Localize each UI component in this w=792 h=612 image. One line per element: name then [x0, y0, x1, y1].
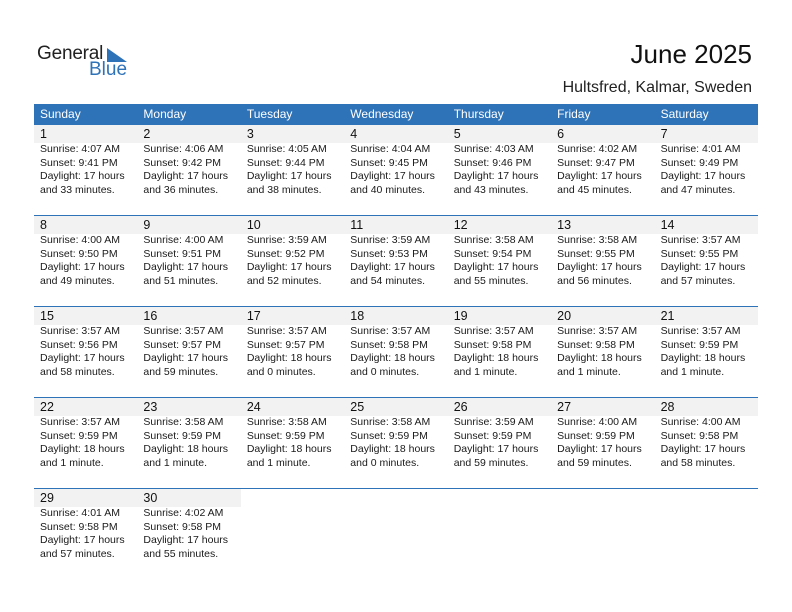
daylight-minutes: and 58 minutes.: [660, 456, 736, 469]
empty-day-bar: [344, 489, 447, 507]
sunset-time: Sunset: 9:59 PM: [143, 429, 222, 442]
daylight-minutes: and 1 minute.: [246, 456, 311, 469]
day-number: 26: [448, 398, 551, 416]
day-number: 13: [551, 216, 654, 234]
daylight-hours: Daylight: 17 hours: [40, 534, 125, 546]
daylight-minutes: and 57 minutes.: [660, 274, 736, 287]
sunrise-time: Sunrise: 3:57 AM: [246, 325, 327, 337]
day-number: 29: [34, 489, 137, 507]
day-cell: [551, 125, 654, 215]
weekday-wednesday: Wednesday: [350, 107, 414, 121]
daylight-minutes: and 54 minutes.: [350, 274, 425, 287]
daylight-minutes: and 59 minutes.: [557, 456, 632, 469]
brand-logo: [37, 44, 137, 80]
day-number: 20: [551, 307, 654, 325]
daylight-minutes: and 1 minute.: [143, 456, 208, 469]
day-number: 17: [241, 307, 344, 325]
location-label: Hultsfred, Kalmar, Sweden: [562, 79, 752, 96]
daylight-minutes: and 58 minutes.: [40, 365, 115, 378]
daylight-minutes: and 33 minutes.: [40, 183, 115, 196]
empty-day-bar: [551, 489, 654, 507]
daylight-hours: Daylight: 17 hours: [40, 261, 125, 273]
sunset-time: Sunset: 9:51 PM: [143, 247, 222, 260]
day-cell: [137, 489, 240, 579]
sunset-time: Sunset: 9:44 PM: [246, 156, 325, 169]
sunrise-time: Sunrise: 4:06 AM: [143, 143, 224, 155]
daylight-minutes: and 45 minutes.: [557, 183, 632, 196]
sunset-time: Sunset: 9:53 PM: [350, 247, 428, 260]
sunset-time: Sunset: 9:56 PM: [40, 338, 118, 351]
sunset-time: Sunset: 9:57 PM: [246, 338, 325, 351]
calendar-week: [34, 215, 758, 306]
day-cell: [241, 125, 344, 215]
day-number: 9: [137, 216, 240, 234]
day-cell: [551, 307, 654, 397]
sunrise-time: Sunrise: 4:00 AM: [143, 234, 224, 246]
daylight-hours: Daylight: 17 hours: [557, 170, 642, 182]
sunrise-time: Sunrise: 3:57 AM: [40, 416, 120, 428]
daylight-hours: Daylight: 17 hours: [143, 261, 229, 273]
daylight-hours: Daylight: 18 hours: [660, 352, 746, 364]
sunrise-time: Sunrise: 3:58 AM: [557, 234, 638, 246]
empty-day-cell: [551, 489, 654, 579]
daylight-hours: Daylight: 17 hours: [660, 261, 746, 273]
day-number: 18: [344, 307, 447, 325]
day-cell: [241, 216, 344, 306]
sunset-time: Sunset: 9:45 PM: [350, 156, 428, 169]
daylight-hours: Daylight: 18 hours: [453, 352, 539, 364]
sunset-time: Sunset: 9:52 PM: [246, 247, 325, 260]
sunrise-time: Sunrise: 3:57 AM: [453, 325, 534, 337]
day-cell: [137, 398, 240, 488]
empty-day-bar: [241, 489, 344, 507]
sunset-time: Sunset: 9:55 PM: [557, 247, 635, 260]
day-cell: [655, 398, 758, 488]
day-number: 22: [34, 398, 137, 416]
weekday-saturday: Saturday: [660, 107, 709, 121]
sunrise-time: Sunrise: 3:57 AM: [40, 325, 120, 337]
sunrise-time: Sunrise: 4:05 AM: [246, 143, 327, 155]
daylight-hours: Daylight: 17 hours: [246, 170, 332, 182]
day-cell: [34, 216, 137, 306]
sunrise-time: Sunrise: 3:58 AM: [246, 416, 327, 428]
day-number: 5: [448, 125, 551, 143]
day-number: 1: [34, 125, 137, 143]
daylight-hours: Daylight: 18 hours: [350, 352, 435, 364]
logo-text-general: General: [37, 43, 104, 64]
day-cell: [344, 216, 447, 306]
daylight-hours: Daylight: 17 hours: [350, 261, 435, 273]
sunset-time: Sunset: 9:58 PM: [350, 338, 428, 351]
daylight-hours: Daylight: 17 hours: [350, 170, 435, 182]
daylight-hours: Daylight: 17 hours: [660, 443, 746, 455]
daylight-hours: Daylight: 17 hours: [453, 261, 539, 273]
daylight-minutes: and 55 minutes.: [143, 547, 219, 560]
daylight-hours: Daylight: 17 hours: [660, 170, 746, 182]
daylight-minutes: and 38 minutes.: [246, 183, 322, 196]
day-number: 6: [551, 125, 654, 143]
empty-day-cell: [241, 489, 344, 579]
day-cell: [34, 125, 137, 215]
day-cell: [34, 489, 137, 579]
calendar-week: [34, 125, 758, 215]
day-cell: [448, 398, 551, 488]
sunset-time: Sunset: 9:59 PM: [453, 429, 532, 442]
daylight-minutes: and 1 minute.: [40, 456, 104, 469]
sunrise-time: Sunrise: 4:07 AM: [40, 143, 120, 155]
sunset-time: Sunset: 9:46 PM: [453, 156, 532, 169]
sunset-time: Sunset: 9:59 PM: [40, 429, 118, 442]
sunset-time: Sunset: 9:59 PM: [557, 429, 635, 442]
daylight-hours: Daylight: 17 hours: [246, 261, 332, 273]
daylight-hours: Daylight: 17 hours: [453, 170, 539, 182]
daylight-hours: Daylight: 17 hours: [557, 443, 642, 455]
sunrise-time: Sunrise: 3:59 AM: [350, 234, 431, 246]
daylight-hours: Daylight: 17 hours: [557, 261, 642, 273]
page-title: June 2025: [630, 39, 752, 69]
calendar-grid: [34, 104, 758, 579]
day-number: 21: [655, 307, 758, 325]
day-number: 12: [448, 216, 551, 234]
daylight-minutes: and 1 minute.: [557, 365, 621, 378]
daylight-hours: Daylight: 18 hours: [350, 443, 435, 455]
daylight-minutes: and 1 minute.: [660, 365, 725, 378]
day-cell: [448, 216, 551, 306]
sunset-time: Sunset: 9:57 PM: [143, 338, 222, 351]
daylight-hours: Daylight: 17 hours: [40, 352, 125, 364]
daylight-minutes: and 40 minutes.: [350, 183, 425, 196]
day-cell: [344, 398, 447, 488]
weekday-tuesday: Tuesday: [246, 107, 293, 121]
sunrise-time: Sunrise: 4:02 AM: [143, 507, 224, 519]
daylight-minutes: and 36 minutes.: [143, 183, 219, 196]
day-number: 16: [137, 307, 240, 325]
daylight-hours: Daylight: 17 hours: [40, 170, 125, 182]
calendar-week: [34, 488, 758, 579]
calendar-weeks: [34, 125, 758, 579]
calendar-week: [34, 397, 758, 488]
day-number: 24: [241, 398, 344, 416]
daylight-minutes: and 55 minutes.: [453, 274, 529, 287]
weekday-friday: Friday: [557, 107, 591, 121]
day-number: 7: [655, 125, 758, 143]
day-cell: [241, 398, 344, 488]
daylight-minutes: and 59 minutes.: [143, 365, 219, 378]
sunrise-time: Sunrise: 4:04 AM: [350, 143, 431, 155]
day-cell: [344, 307, 447, 397]
daylight-hours: Daylight: 18 hours: [246, 352, 332, 364]
day-number: 27: [551, 398, 654, 416]
day-number: 10: [241, 216, 344, 234]
day-number: 15: [34, 307, 137, 325]
day-cell: [137, 125, 240, 215]
calendar-week: [34, 306, 758, 397]
day-cell: [655, 307, 758, 397]
daylight-minutes: and 0 minutes.: [350, 365, 420, 378]
day-number: 25: [344, 398, 447, 416]
day-cell: [448, 125, 551, 215]
logo-text-blue: Blue: [89, 59, 128, 80]
weekday-monday: Monday: [143, 107, 187, 121]
day-cell: [34, 398, 137, 488]
sunrise-time: Sunrise: 3:59 AM: [246, 234, 327, 246]
sunrise-time: Sunrise: 3:59 AM: [453, 416, 534, 428]
sunrise-time: Sunrise: 3:57 AM: [143, 325, 224, 337]
sunrise-time: Sunrise: 4:00 AM: [660, 416, 741, 428]
sunrise-time: Sunrise: 3:57 AM: [660, 325, 741, 337]
sunset-time: Sunset: 9:47 PM: [557, 156, 635, 169]
daylight-hours: Daylight: 18 hours: [143, 443, 229, 455]
daylight-minutes: and 47 minutes.: [660, 183, 736, 196]
sunrise-time: Sunrise: 3:57 AM: [350, 325, 431, 337]
sunset-time: Sunset: 9:42 PM: [143, 156, 222, 169]
daylight-minutes: and 0 minutes.: [350, 456, 420, 469]
weekday-thursday: Thursday: [453, 107, 504, 121]
day-number: 11: [344, 216, 447, 234]
day-cell: [655, 125, 758, 215]
day-number: 4: [344, 125, 447, 143]
day-number: 2: [137, 125, 240, 143]
sunrise-time: Sunrise: 4:02 AM: [557, 143, 638, 155]
daylight-hours: Daylight: 18 hours: [40, 443, 125, 455]
day-number: 3: [241, 125, 344, 143]
daylight-minutes: and 1 minute.: [453, 365, 518, 378]
empty-day-cell: [448, 489, 551, 579]
day-cell: [137, 307, 240, 397]
daylight-hours: Daylight: 17 hours: [453, 443, 539, 455]
daylight-hours: Daylight: 17 hours: [143, 170, 229, 182]
daylight-hours: Daylight: 17 hours: [143, 352, 229, 364]
daylight-minutes: and 57 minutes.: [40, 547, 115, 560]
sunset-time: Sunset: 9:58 PM: [453, 338, 532, 351]
daylight-minutes: and 52 minutes.: [246, 274, 322, 287]
sunset-time: Sunset: 9:58 PM: [660, 429, 739, 442]
sunset-time: Sunset: 9:50 PM: [40, 247, 118, 260]
sunset-time: Sunset: 9:59 PM: [350, 429, 428, 442]
weekday-sunday: Sunday: [40, 107, 81, 121]
sunrise-time: Sunrise: 3:57 AM: [557, 325, 638, 337]
day-cell: [34, 307, 137, 397]
sunrise-time: Sunrise: 4:03 AM: [453, 143, 534, 155]
daylight-minutes: and 0 minutes.: [246, 365, 316, 378]
sunset-time: Sunset: 9:58 PM: [557, 338, 635, 351]
empty-day-bar: [655, 489, 758, 507]
day-number: 19: [448, 307, 551, 325]
sunset-time: Sunset: 9:54 PM: [453, 247, 532, 260]
day-number: 14: [655, 216, 758, 234]
sunrise-time: Sunrise: 3:58 AM: [350, 416, 431, 428]
daylight-hours: Daylight: 17 hours: [143, 534, 229, 546]
weekday-header: [34, 104, 758, 125]
daylight-minutes: and 59 minutes.: [453, 456, 529, 469]
day-number: 30: [137, 489, 240, 507]
sunset-time: Sunset: 9:41 PM: [40, 156, 118, 169]
sunset-time: Sunset: 9:49 PM: [660, 156, 739, 169]
day-cell: [137, 216, 240, 306]
sunrise-time: Sunrise: 4:01 AM: [40, 507, 120, 519]
sunset-time: Sunset: 9:55 PM: [660, 247, 739, 260]
sunrise-time: Sunrise: 3:57 AM: [660, 234, 741, 246]
day-cell: [241, 307, 344, 397]
sunset-time: Sunset: 9:58 PM: [40, 520, 118, 533]
empty-day-bar: [448, 489, 551, 507]
day-cell: [551, 398, 654, 488]
day-cell: [551, 216, 654, 306]
daylight-hours: Daylight: 18 hours: [246, 443, 332, 455]
sunrise-time: Sunrise: 3:58 AM: [453, 234, 534, 246]
empty-day-cell: [655, 489, 758, 579]
day-number: 23: [137, 398, 240, 416]
sunrise-time: Sunrise: 4:00 AM: [557, 416, 638, 428]
daylight-minutes: and 43 minutes.: [453, 183, 529, 196]
day-number: 8: [34, 216, 137, 234]
sunset-time: Sunset: 9:58 PM: [143, 520, 222, 533]
sunrise-time: Sunrise: 4:00 AM: [40, 234, 120, 246]
daylight-minutes: and 56 minutes.: [557, 274, 632, 287]
daylight-minutes: and 51 minutes.: [143, 274, 219, 287]
day-cell: [448, 307, 551, 397]
daylight-minutes: and 49 minutes.: [40, 274, 115, 287]
day-cell: [344, 125, 447, 215]
sunrise-time: Sunrise: 4:01 AM: [660, 143, 741, 155]
sunset-time: Sunset: 9:59 PM: [246, 429, 325, 442]
empty-day-cell: [344, 489, 447, 579]
sunrise-time: Sunrise: 3:58 AM: [143, 416, 224, 428]
daylight-hours: Daylight: 18 hours: [557, 352, 642, 364]
day-cell: [655, 216, 758, 306]
sunset-time: Sunset: 9:59 PM: [660, 338, 739, 351]
day-number: 28: [655, 398, 758, 416]
